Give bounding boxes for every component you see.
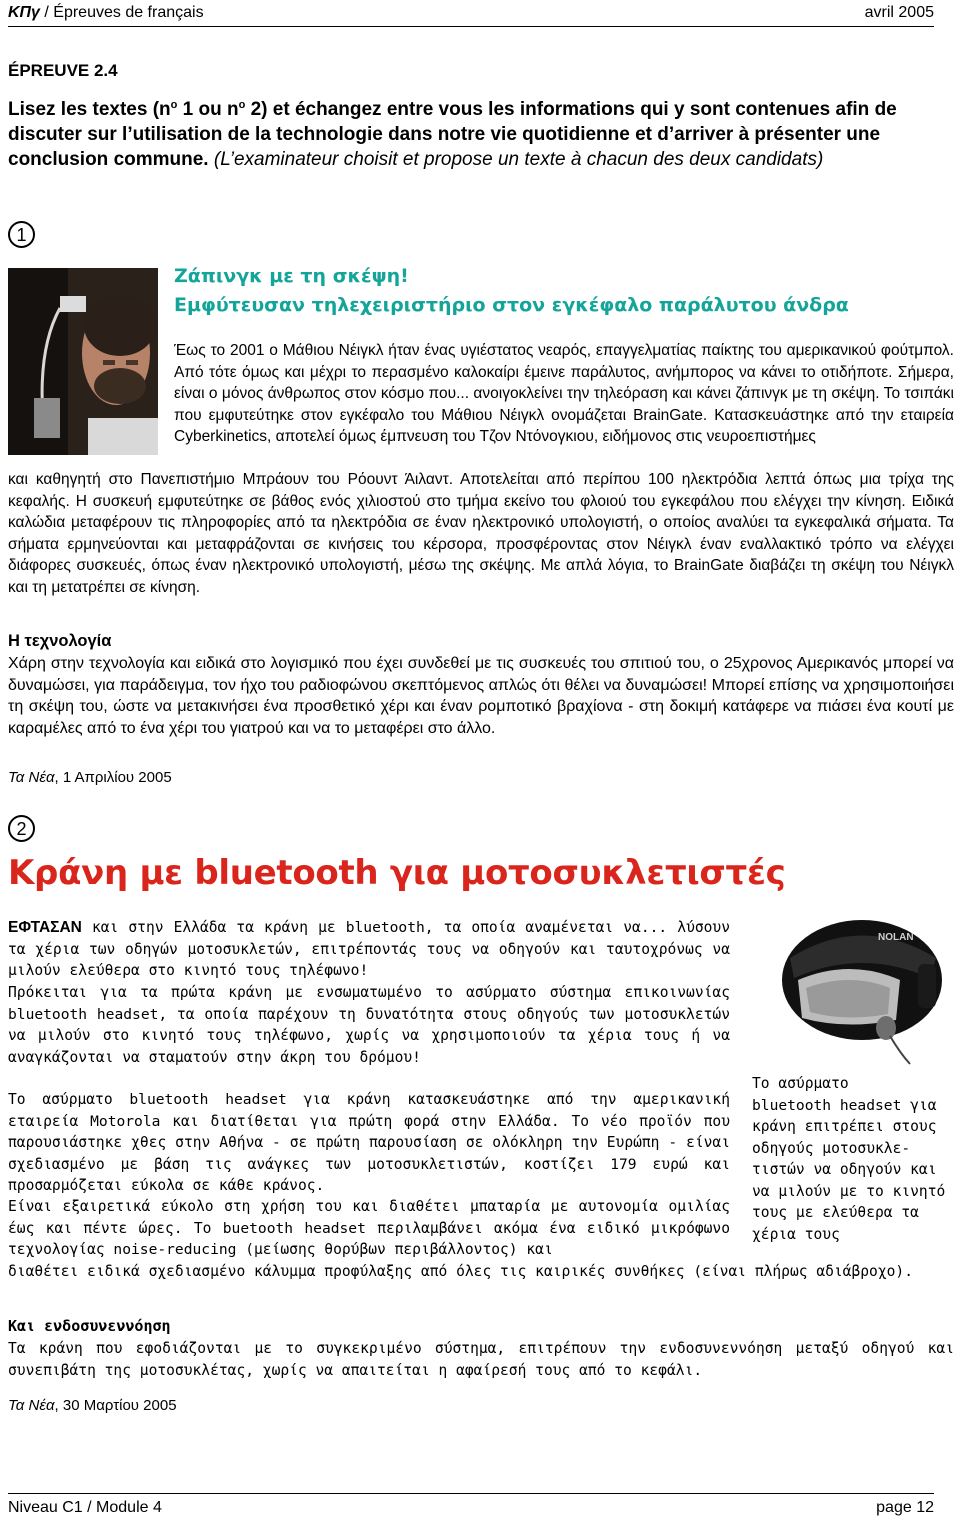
helmet-caption: Το ασύρματο bluetooth headset για κράνη επιτρέπει στους οδηγούς μοτοσυκλε- τιστών να οδηγούν και να μιλούν με το κινητό τους με ελεύθερα τα χέρια τους — [752, 1075, 946, 1243]
header-date: avril 2005 — [864, 4, 934, 21]
text1-intro: Έως το 2001 ο Μάθιου Νέιγκλ ήταν ένας υγιέστατος νεαρός, επαγγελματίας παίκτης του αμερικανικού φούτμπολ. Από τότε όμως και μέχρι το περασμένο καλοκαίρι έμεινε παράλυτος, ανήμπορος να κάνει το οτιδήποτε. Σήμερα, είναι ο μόνος άνθρωπος στον κόσμο που... ανοιγοκλείνει την τηλεόραση και κάνει ζάπινγκ με τη σκέψη. Το τσιπάκι που εμφυτεύτηκε στον εγκέφαλο του Μάθιου Νέιγκλ ονομάζεται BrainGate. Κατασκευάστηκε από την εταιρεία Cyberkinetics, αποτελεί όμως έμπνευση του Τζον Ντόνογκιου, ειδήμονος στις νευροεπιστήμες — [174, 342, 954, 445]
text2-title: Κράνη με bluetooth για μοτοσυκλετιστές — [8, 853, 786, 893]
man-with-implant-photo — [8, 268, 158, 455]
bluetooth-helmet-photo — [750, 918, 946, 1066]
helmet-brand: NOLAN — [878, 932, 914, 943]
epreuve-label: ÉPREUVE 2.4 — [8, 61, 118, 80]
text1-subtitle: Εμφύτευσαν τηλεχειριστήριο στον εγκέφαλο παράλυτου άνδρα — [174, 294, 849, 316]
page-number: page 12 — [876, 1499, 934, 1516]
text2-lead: ΕΦΤΑΣΑΝ και στην Ελλάδα τα κράνη με bluetooth, τα οποία αναμένεται να... λύσουν τα χέρια των οδηγών μοτοσυκλετών, επιτρέποντάς τους να οδηγούν και ταυτοχρόνως να μιλούν ελεύθερα στο κινητό τους τηλέφωνο! — [8, 919, 730, 979]
text-number-1: 1 — [8, 221, 35, 248]
text2-conn-body: Τα κράνη που εφοδιάζονται με το συγκεκριμένο σύστημα, επιτρέπουν την ενδοσυνεννόηση μεταξύ οδηγού και συνεπιβάτη της μοτοσυκλέτας, χωρίς να απαιτείται η αφαίρεσή τους από το κεφάλι. — [8, 1340, 954, 1379]
text2-para3: Το ασύρματο bluetooth headset για κράνη κατασκευάστηκε από την αμερικανική εταιρεία Motorola και διατίθεται για πρώτη φορά στην Ελλάδα. Το νέο προϊόν που παρουσιάστηκε χθες στην Αθήνα - σε πρώτη παρουσίαση σε ολόκληρη την Ευρώπη - είναι σχεδιασμένο με βάση τις ανάγκες των μοτοσυκλετιστών, κοστίζει 179 ευρώ και προσαρμόζεται εύκολα σε κάθε κράνος. — [8, 1091, 730, 1194]
page-header — [8, 0, 934, 27]
text1-source: Τα Νέα, 1 Απριλίου 2005 — [8, 769, 172, 786]
text-number-2: 2 — [8, 815, 35, 842]
text2-source: Τα Νέα, 30 Μαρτίου 2005 — [8, 1397, 177, 1414]
footer-left: Niveau C1 / Module 4 — [8, 1499, 162, 1516]
text1-body: και καθηγητή στο Πανεπιστήμιο Μπράουν του Ρόουντ Άιλαντ. Αποτελείται από περίπου 100 ηλεκτρόδια λεπτά όπως μια τρίχα της κεφαλής. Η συσκευή εμφυτεύτηκε σε βάθος ενός χιλιοστού στο τμήμα εκείνο του φλοιού του εγκεφάλου που ελέγχει την κίνηση. Ειδικά καλώδια μεταφέρουν τις πληροφορίες από τα ηλεκτρόδια σε έναν ηλεκτρονικό υπολογιστή, ο οποίος αναλύει τα εγκεφαλικά σήματα. Τα σήματα ερμηνεύονται και μεταφράζονται σε κινήσεις του κέρσορα, προσφέροντας στον Νέιγκλ έναν εναλλακτικό τρόπο να ελέγχει διάφορες συσκευές, όπως έναν ηλεκτρονικό υπολογιστή, μέσω της σκέψης. Με απλά λόγια, το BrainGate διαβάζει τη σκέψη του Νέιγκλ και τη μετατρέπει σε κίνηση. — [8, 471, 954, 596]
text2-para2: Πρόκειται για τα πρώτα κράνη με ενσωματωμένο το ασύρματο σύστημα επικοινωνίας bluetooth headset, τα οποία παρέχουν τη δυνατότητα στους οδηγούς των μοτοσυκλετών να μιλούν στο κινητό τους τηλέφωνο, χωρίς να χρησιμοποιούν τα χέρια τους ή να αναγκάζονται να σταματούν στην άκρη του δρόμου! — [8, 984, 730, 1066]
text2-para4-end: διαθέτει ειδικά σχεδιασμένο κάλυμμα προφύλαξης από όλες τις καιρικές συνθήκες (είναι πλήρως αδιάβροχο). — [8, 1263, 913, 1280]
text1-tech-body: Χάρη στην τεχνολογία και ειδικά στο λογισμικό που έχει συνδεθεί με τις συσκευές του σπιτιού του, ο 25χρονος Αμερικανός μπορεί να δυναμώσει, για παράδειγμα, τον ήχο του ραδιοφώνου σκεπτόμενος απλώς ότι θέλει να δυναμώσει! Μπορεί επίσης να χρησιμοποιήσει τη σκέψη του, ώστε να μετακινήσει ένα προσθετικό χέρι και έναν ρομποτικό βραχίονα - στη δοκιμή κατάφερε να πιάσει ένα κουτί με καραμέλες από το ένα χέρι του γιατρού και να το μεταφέρει στο άλλο. — [8, 655, 954, 737]
text1-title: Ζάπινγκ με τη σκέψη! — [174, 265, 409, 287]
text1-tech-heading: Η τεχνολογία — [8, 632, 112, 650]
text2-para4: Είναι εξαιρετικά εύκολο στη χρήση του και διαθέτει μπαταρία με αυτονομία ομιλίας έως και πέντε ώρες. Το buetooth headset περιλαμβάνει ακόμα ένα ειδικό μικρόφωνο τεχνολογίας noise-reducing (μείωσης θορύβων περιβάλλοντος) και — [8, 1198, 730, 1258]
header-title: ΚΠγ / Épreuves de français — [8, 4, 204, 21]
instructions: Lisez les textes ($n^o$ 1 ou $n^o$ 2) et échangez entre vous les informations qui y sont contenues afin de discuter sur l’utilisation de la technologie dans notre vie quotidienne et d’arriver à présenter une conclusion commune. (L’examinateur choisit et propose un texte à chacun des deux candidats) — [8, 99, 897, 170]
page-footer — [8, 1493, 934, 1517]
text2-conn-heading: Και ενδοσυνεννόηση — [8, 1317, 171, 1335]
